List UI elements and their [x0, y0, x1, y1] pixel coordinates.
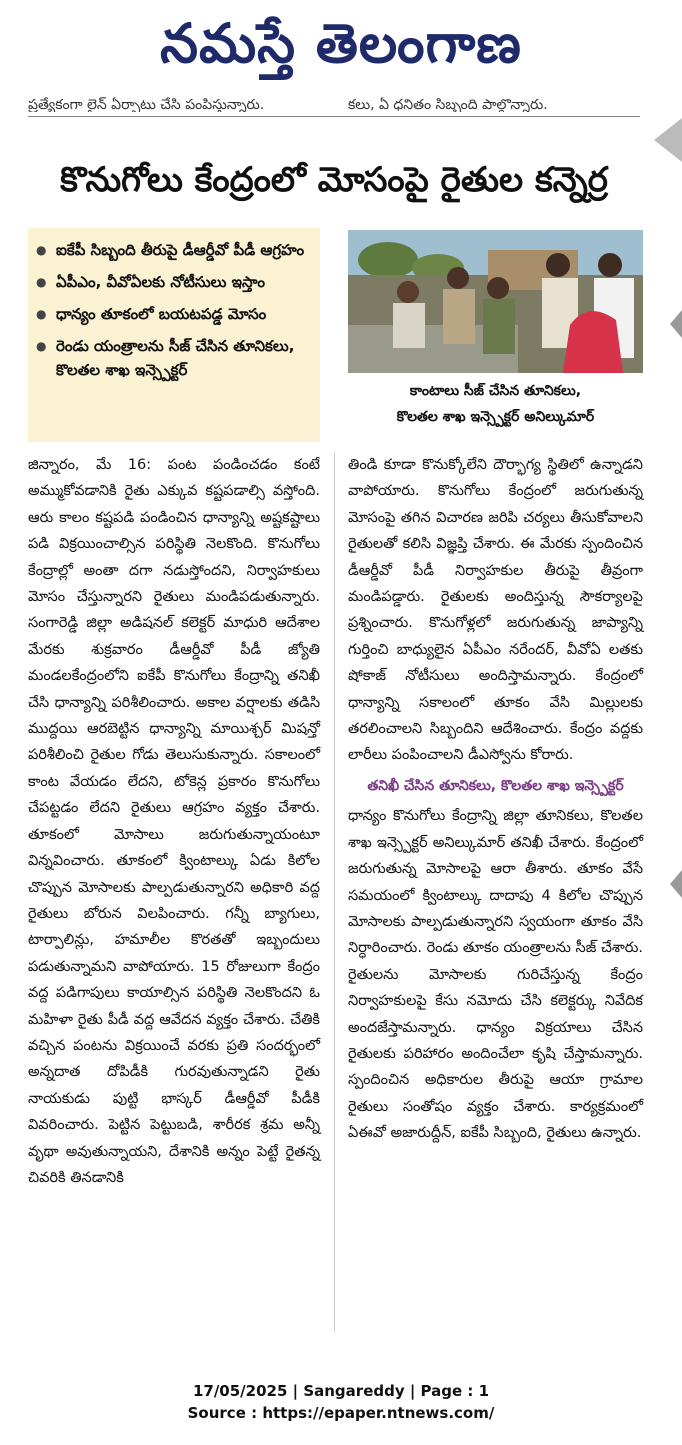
previous-article-cut-right: కలు, ఏ ధనితం సిబ్బంది పాల్గొన్నారు. — [348, 97, 548, 112]
highlights-box — [28, 228, 320, 442]
side-arrow-marker — [670, 310, 682, 338]
article-subhead: తనిఖీ చేసిన తూనికలు, కొలతల శాఖ ఇన్స్పెక్టర్ — [367, 777, 624, 794]
side-arrow-marker — [670, 870, 682, 898]
masthead-title: నమస్తే తెలంగాణ — [160, 11, 522, 75]
page-footer — [0, 1380, 682, 1424]
highlight-item: ● ఐకేపీ సిబ్బంది తీరుపై డీఆర్డీవో పీడీ ఆగ్రహం — [36, 238, 312, 262]
article-column-left — [28, 452, 320, 1191]
news-photo-illustration — [348, 230, 643, 373]
highlight-item: ● రెండు యంత్రాలను సీజ్ చేసిన తూనికలు, కొలతల శాఖ ఇన్స్పెక్టర్ — [36, 334, 312, 382]
previous-article-cut-left: ప్రత్యేకంగా లైన్ ఏర్పాటు చేసి పంపిస్తున్నారు. — [28, 97, 265, 112]
news-photo — [348, 230, 643, 373]
highlights-list — [28, 228, 320, 382]
top-divider — [28, 116, 640, 117]
photo-caption — [348, 378, 643, 430]
masthead — [0, 4, 682, 82]
photo-caption-line: కొలతల శాఖ ఇన్స్పెక్టర్ అనిల్కుమార్ — [396, 409, 595, 425]
article-paragraph: జిన్నారం, మే 16: పంట పండించడం కంటే అమ్ముకోవడానికి రైతు ఎక్కువ కష్టపడాల్సి వస్తోంది. ఆరు కాలం కష్టపడి పండించిన ధాన్యాన్ని అష్టకష్టాలు పడి విక్రయించాల్సిన పరిస్థితి నెలకొంది. కొనుగోలు కేంద్రాల్లో అంతా దగా నడుస్తోందని, నిర్వాహకులు మోసం చేస్తున్నారని రైతులు మండిపడుతున్నారు. సంగారెడ్డి జిల్లా అడిషనల్ కలెక్టర్ మాధురి ఆదేశాల మేరకు శుక్రవారం డీఆర్డీవో పీడీ జ్యోతి మండలకేంద్రంలోని ఐకేపీ కొనుగోలు కేంద్రాన్ని తనిఖీ చేసి ధాన్యాన్ని పరిశీలించారు. అకాల వర్షాలకు తడిసి ముద్దయి ఆరబెట్టిన ధాన్యాన్ని మాయిశ్చర్ మిషన్తో పరిశీలించి రైతుల గోడు తెలుసుకున్నారు. సకాలంలో కాంట వేయడం లేదని, టోకెన్ల ప్రకారం కొనుగోలు చేపట్టడం లేదని రైతులు ఆగ్రహం వ్యక్తం చేశారు. తూకంలో మోసాలు జరుగుతున్నాయంటూ విన్నవించారు. తూకంలో క్వింటాల్కు ఏడు కిలోల చొప్పున మోసాలకు పాల్పడుతున్నారని అధికారి వద్ద రైతులు బోరున విలపించారు. గన్నీ బ్యాగులు, టార్పాలిన్లు, హమాలీల కొరతతో ఇబ్బందులు పడుతున్నామని వాపోయారు. 15 రోజులుగా కేంద్రం వద్ద పడిగాపులు కాయాల్సిన పరిస్థితి నెలకొందని ఓ మహిళా రైతు పీడీ వద్ద ఆవేదన వ్యక్తం చేశారు. చేతికి వచ్చిన పంటను విక్రయించే వరకు ప్రతి సందర్భంలో అన్నదాత దోపిడీకి గురవుతున్నాడని రైతు నాయకుడు పుట్టి భాస్కర్ డీఆర్డీవో పీడీకి వివరించారు. పెట్టిన పెట్టుబడి, శారీరక శ్రమ అన్నీ వృథా అవుతున్నాయని, దేశానికి అన్నం పెట్టే రైతన్న చివరికి తినడానికి — [28, 457, 320, 1186]
footer-source: Source : https://epaper.ntnews.com/ — [187, 1404, 495, 1422]
highlight-item: ● ఏపీఎం, వీవోఏలకు నోటీసులు ఇస్తాం — [36, 270, 312, 294]
headline: కొనుగోలు కేంద్రంలో మోసంపై రైతుల కన్నెర్ర — [60, 160, 608, 200]
article-column-right — [348, 452, 643, 1147]
highlight-item: ● ధాన్యం తూకంలో బయటపడ్డ మోసం — [36, 302, 312, 326]
article-paragraph: తిండి కూడా కొనుక్కోలేని దౌర్భాగ్య స్థితిలో ఉన్నాడని వాపోయారు. కొనుగోలు కేంద్రంలో జరుగుతున్న మోసంపై తగిన విచారణ జరిపి చర్యలు తీసుకోవాలని రైతులతో కలిసి విజ్ఞప్తి చేశారు. ఈ మేరకు స్పందించిన డీఆర్డీవో పీడీ నిర్వాహకుల తీరుపై తీవ్రంగా మండిపడ్డారు. రైతులకు అందిస్తున్న సౌకర్యాలపై ప్రశ్నించారు. కొనుగోళ్లలో జరుగుతున్న జాప్యాన్ని గుర్తించి బాధ్యులైన ఏపీఎం నరేందర్, వీవోఏ లతకు షోకాజ్ నోటీసులు అందిస్తామన్నారు. కేంద్రంలో ధాన్యాన్ని సకాలంలో తూకం వేసి మిల్లులకు తరలించాలని సిబ్బందిని ఆదేశించారు. కేంద్రం వద్దకు లారీలు పంపించాలని డీఎస్వోను కోరారు. — [348, 457, 643, 764]
column-divider — [334, 452, 335, 1332]
highlights-bottom — [28, 444, 320, 445]
article-paragraph: ధాన్యం కొనుగోలు కేంద్రాన్ని జిల్లా తూనికలు, కొలతల శాఖ ఇన్స్పెక్టర్ అనిల్కుమార్ తనిఖీ చేశారు. కేంద్రంలో జరుగుతున్న మోసాలపై ఆరా తీశారు. తూకం వేసే సమయంలో క్వింటాల్కు దాదాపు 4 కిలోల చొప్పున మోసాలకు పాల్పడుతున్నారని స్వయంగా తూకం వేసి నిర్ధారించారు. రెండు తూకం యంత్రాలను సీజ్ చేశారు. రైతులను మోసాలకు గురిచేస్తున్న కేంద్రం నిర్వాహకులపై కేసు నమోదు చేసి కలెక్టర్కు నివేదిక అందజేస్తామన్నారు. ధాన్యం విక్రయాలు చేసిన రైతులకు పరిహారం అందించేలా కృషి చేస్తామన్నారు. స్పందించిన అధికారుల తీరుపై ఆయా గ్రామాల రైతులు సంతోషం వ్యక్తం చేశారు. కార్యక్రమంలో ఏఈవో అజారుద్దీన్, ఐకేపీ సిబ్బంది, రైతులు ఉన్నారు. — [348, 808, 643, 1142]
photo-caption-line: కాంటాలు సీజ్ చేసిన తూనికలు, — [409, 383, 582, 399]
footer-edition-info: 17/05/2025 | Sangareddy | Page : 1 — [192, 1382, 490, 1400]
page-corner-tab — [654, 118, 682, 162]
